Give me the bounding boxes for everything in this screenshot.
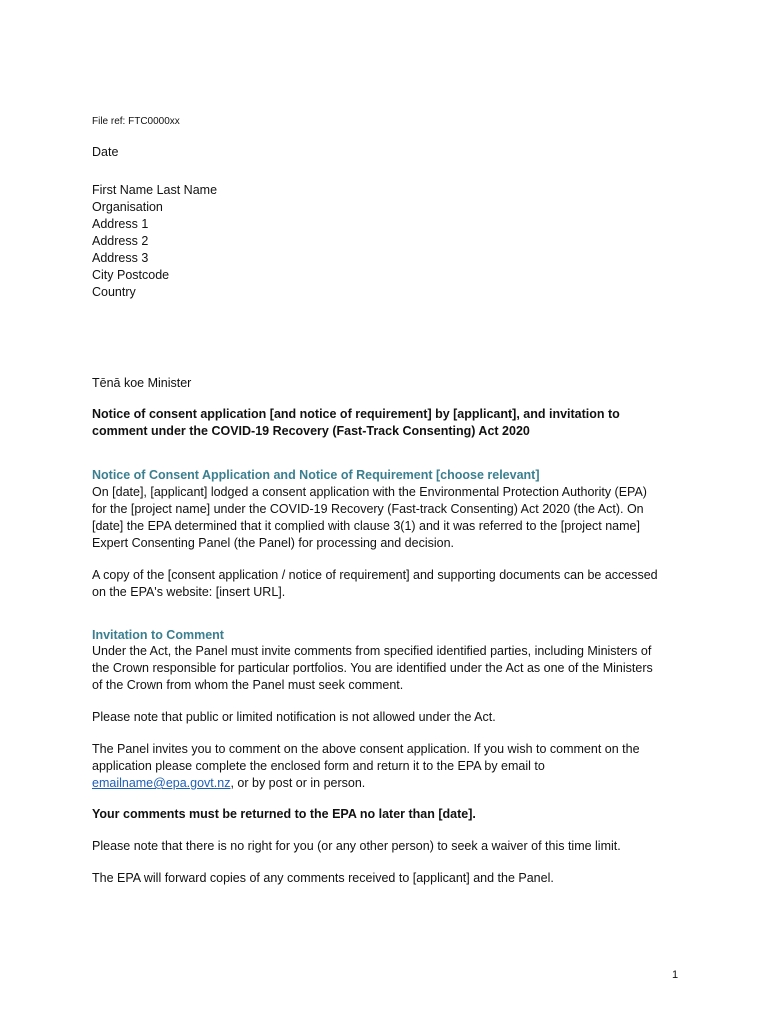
email-line <box>92 775 692 792</box>
file-reference: File ref: FTC0000xx <box>92 116 180 127</box>
address-city-postcode: City Postcode <box>92 268 170 282</box>
email-suffix: , or by post or in person. <box>230 776 366 790</box>
paragraph-line: A copy of the [consent application / notice of requirement] and supporting documents can be accessed <box>92 568 658 582</box>
page-number: 1 <box>672 969 679 981</box>
waiver-paragraph: Please note that there is no right for you (or any other person) to seek a waiver of this time limit. <box>92 839 621 853</box>
paragraph-line: the Crown responsible for particular portfolios. You are identified under the Act as one of the Ministers <box>92 661 653 675</box>
address-name: First Name Last Name <box>92 183 218 197</box>
paragraph-line: Expert Consenting Panel (the Panel) for processing and decision. <box>92 536 455 550</box>
section-heading-invitation: Invitation to Comment <box>92 628 224 642</box>
address-country: Country <box>92 285 136 299</box>
deadline-notice: Your comments must be returned to the EPA no later than [date]. <box>92 807 476 821</box>
notice-paragraph-2 <box>92 567 692 601</box>
paragraph-line: Under the Act, the Panel must invite comments from specified identified parties, including Ministers of <box>92 644 652 658</box>
paragraph-line: [date] the EPA determined that it complied with clause 3(1) and it was referred to the [project name] <box>92 519 640 533</box>
recipient-address <box>92 182 692 301</box>
paragraph-line: for the [project name] under the COVID-19 Recovery (Fast-track Consenting) Act 2020 (the Act). On <box>92 502 644 516</box>
notice-paragraph-1 <box>92 484 692 552</box>
address-line-3: Address 3 <box>92 251 149 265</box>
address-line-2: Address 2 <box>92 234 149 248</box>
invitation-paragraph-1 <box>92 643 692 694</box>
paragraph-line: of the Crown from whom the Panel must seek comment. <box>92 678 404 692</box>
notification-paragraph: Please note that public or limited notification is not allowed under the Act. <box>92 710 496 724</box>
email-link[interactable]: emailname@epa.govt.nz <box>92 776 231 790</box>
paragraph-line: application please complete the enclosed form and return it to the EPA by email to <box>92 759 545 773</box>
salutation: Tēnā koe Minister <box>92 376 192 390</box>
date-line: Date <box>92 145 119 159</box>
paragraph-line: on the EPA's website: [insert URL]. <box>92 585 286 599</box>
paragraph-line: On [date], [applicant] lodged a consent application with the Environmental Protection Authority (EPA) <box>92 485 647 499</box>
section-heading-notice: Notice of Consent Application and Notice of Requirement [choose relevant] <box>92 468 540 482</box>
invitation-paragraph-3 <box>92 741 692 792</box>
paragraph-line: The Panel invites you to comment on the above consent application. If you wish to comment on the <box>92 742 640 756</box>
subject-line-2: comment under the COVID-19 Recovery (Fast-Track Consenting) Act 2020 <box>92 424 530 438</box>
address-organisation: Organisation <box>92 200 163 214</box>
subject-line-1: Notice of consent application [and notice of requirement] by [applicant], and invitation to <box>92 407 620 421</box>
subject-heading <box>92 406 692 440</box>
forwarding-paragraph: The EPA will forward copies of any comments received to [applicant] and the Panel. <box>92 871 554 885</box>
address-line-1: Address 1 <box>92 217 149 231</box>
